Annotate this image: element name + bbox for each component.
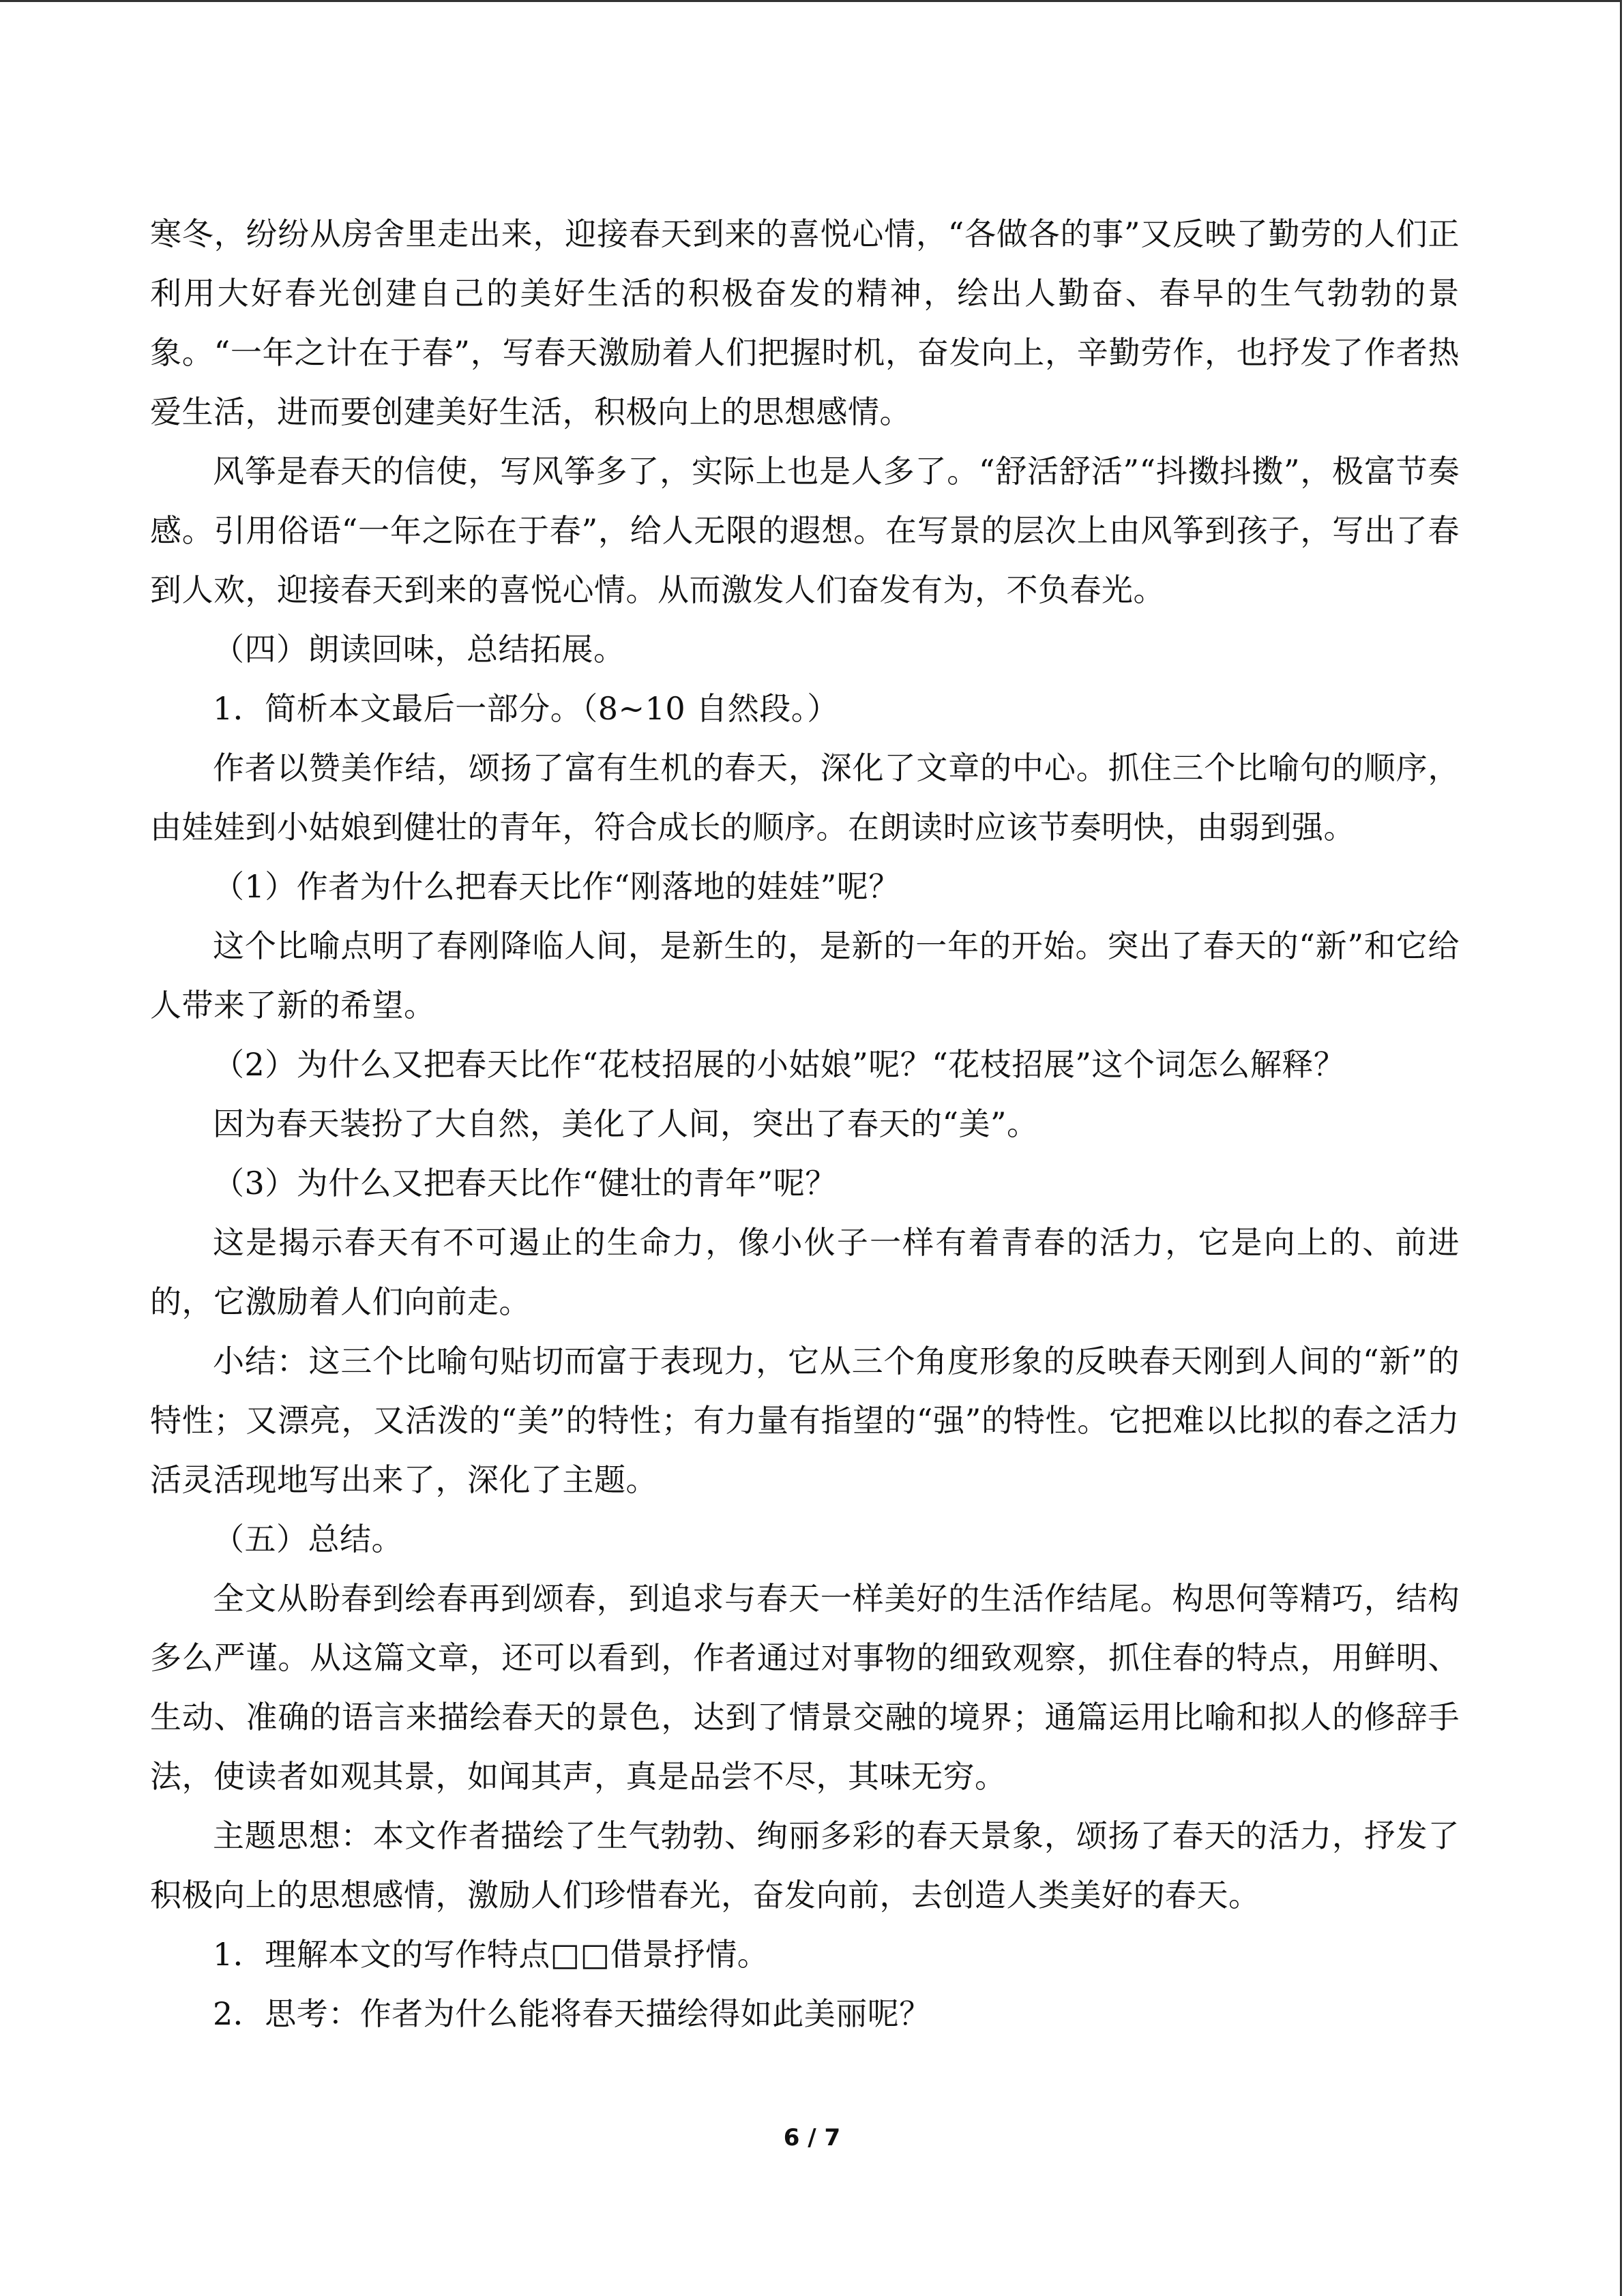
paragraph-praise: 作者以赞美作结，颂扬了富有生机的春天，深化了文章的中心。抓住三个比喻句的顺序，由娃娃到小姑娘到健壮的青年，符合成长的顺序。在朗读时应该节奏明快，由弱到强。 [150, 749, 1460, 846]
paragraph-continuation: 寒冬，纷纷从房舍里走出来，迎接春天到来的喜悦心情，“各做各的事”又反映了勤劳的人们正利用大好春光创建自己的美好生活的积极奋发的精神，绘出人勤奋、春早的生气勃勃的景象。“一年之计在于春”，写春天激励着人们把握时机，奋发向上，辛勤劳作，也抒发了作者热爱生活，进而要创建美好生活，积极向上的思想感情。 [150, 215, 1460, 430]
question-1: （1）作者为什么把春天比作“刚落地的娃娃”呢？ [213, 868, 900, 905]
list-item-think: 2．思考：作者为什么能将春天描绘得如此美丽呢？ [213, 1995, 931, 2032]
section-heading-four: （四）朗读回味，总结拓展。 [213, 631, 625, 668]
list-item-analysis: 1．简析本文最后一部分。（8~10 自然段。） [213, 690, 839, 727]
document-body [150, 205, 1460, 2044]
list-item-writing-feature: 1．理解本文的写作特点□□借景抒情。 [213, 1936, 769, 1973]
paragraph-summary: 小结：这三个比喻句贴切而富于表现力，它从三个角度形象的反映春天刚到人间的“新”的特性；又漂亮，又活泼的“美”的特性；有力量有指望的“强”的特性。它把难以比拟的春之活力活灵活现地写出来了，深化了主题。 [150, 1343, 1460, 1498]
section-heading-five: （五）总结。 [213, 1521, 403, 1557]
page-number: 6 / 7 [783, 2124, 841, 2151]
answer-3: 这是揭示春天有不可遏止的生命力，像小伙子一样有着青春的活力，它是向上的、前进的，它激励着人们向前走。 [150, 1224, 1460, 1320]
question-2: （2）为什么又把春天比作“花枝招展的小姑娘”呢？“花枝招展”这个词怎么解释？ [213, 1046, 1346, 1083]
answer-2: 因为春天装扮了大自然，美化了人间，突出了春天的“美”。 [213, 1105, 1039, 1142]
paragraph-conclusion: 全文从盼春到绘春再到颂春，到追求与春天一样美好的生活作结尾。构思何等精巧，结构多么严谨。从这篇文章，还可以看到，作者通过对事物的细致观察，抓住春的特点，用鲜明、生动、准确的语言来描绘春天的景色，达到了情景交融的境界；通篇运用比喻和拟人的修辞手法，使读者如观其景，如闻其声，真是品尝不尽，其味无穷。 [150, 1580, 1460, 1795]
answer-1: 这个比喻点明了春刚降临人间，是新生的，是新的一年的开始。突出了春天的“新”和它给人带来了新的希望。 [150, 927, 1460, 1024]
paragraph-kite: 风筝是春天的信使，写风筝多了，实际上也是人多了。“舒活舒活”“抖擞抖擞”，极富节奏感。引用俗语“一年之际在于春”，给人无限的遐想。在写景的层次上由风筝到孩子，写出了春到人欢，迎接春天到来的喜悦心情。从而激发人们奋发有为，不负春光。 [150, 453, 1460, 608]
question-3: （3）为什么又把春天比作“健壮的青年”呢？ [213, 1165, 837, 1202]
paragraph-theme: 主题思想：本文作者描绘了生气勃勃、绚丽多彩的春天景象，颂扬了春天的活力，抒发了积极向上的思想感情，激励人们珍惜春光，奋发向前，去创造人类美好的春天。 [150, 1817, 1460, 1913]
